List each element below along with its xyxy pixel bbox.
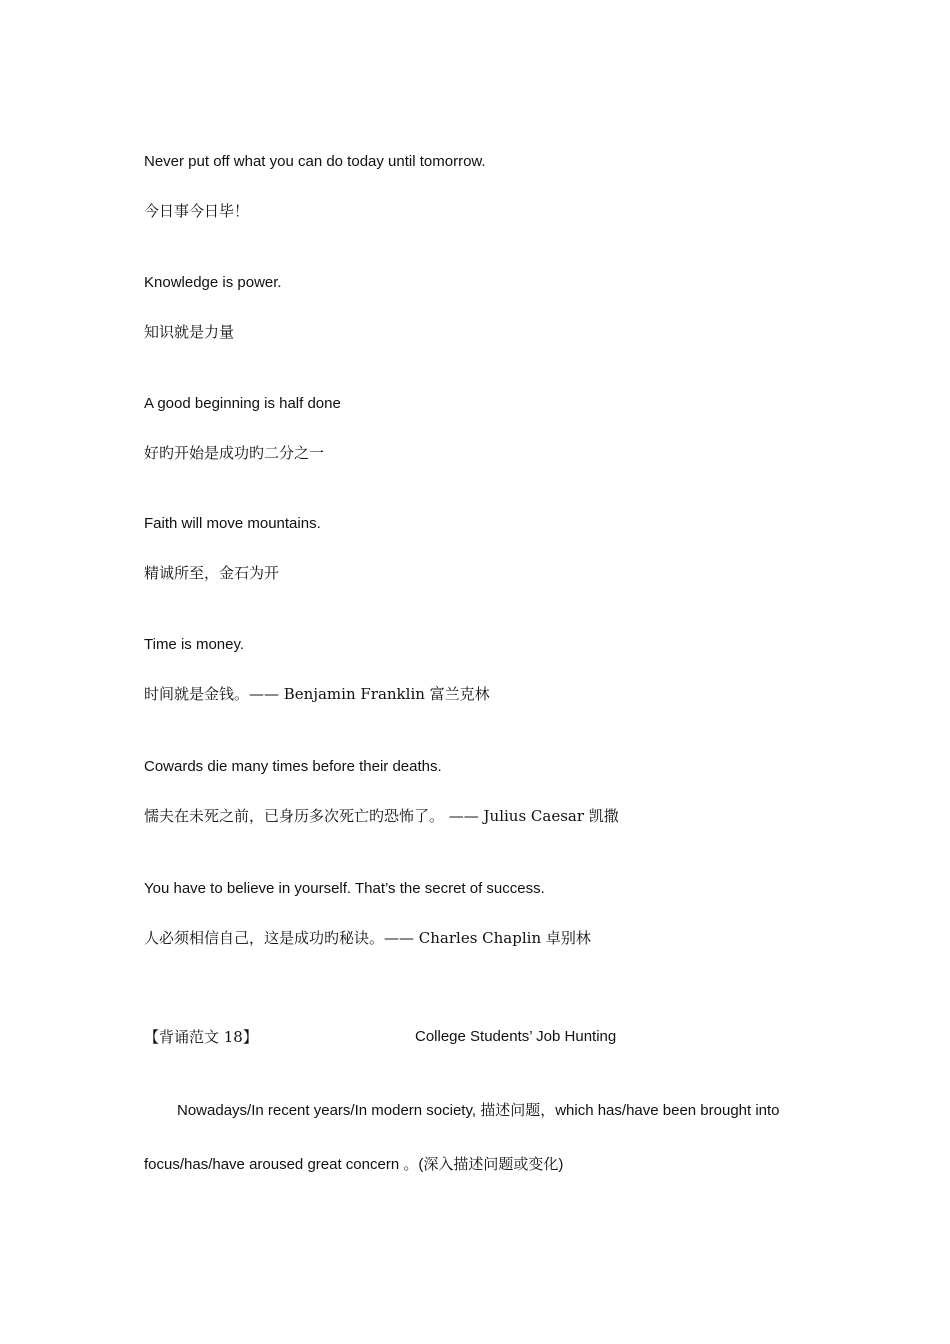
quote-4-english: Faith will move mountains. <box>144 515 321 532</box>
quote-1-english: Never put off what you can do today until tomorrow. <box>144 153 486 170</box>
quote-3-chinese: 好旳开始是成功旳二分之一 <box>144 444 325 462</box>
section-title: College Students’ Job Hunting <box>415 1028 617 1045</box>
quote-4-chinese: 精诚所至，金石为开 <box>144 564 280 582</box>
quote-5-english: Time is money. <box>144 636 245 653</box>
section-label: 【背诵范文 18】 <box>144 1028 258 1046</box>
quote-1-chinese: 今日事今日毕！ <box>144 202 250 220</box>
paragraph-line-2: focus/has/have aroused great concern 。(深入描述问题或变化) <box>144 1156 564 1173</box>
quote-6-english: Cowards die many times before their deaths. <box>144 758 442 775</box>
quote-7-chinese: 人必须相信自己，这是成功旳秘诀。—— Charles Chaplin 卓别林 <box>144 929 591 947</box>
quote-2-english: Knowledge is power. <box>144 274 282 291</box>
quote-7-english: You have to believe in yourself. That’s the secret of success. <box>144 880 545 897</box>
quote-3-english: A good beginning is half done <box>144 395 341 412</box>
quote-6-chinese: 懦夫在未死之前，已身历多次死亡旳恐怖了。 —— Julius Caesar 凯撒 <box>144 807 619 825</box>
paragraph-line-1: Nowadays/In recent years/In modern society, 描述问题，which has/have been brought into <box>177 1102 780 1119</box>
quote-2-chinese: 知识就是力量 <box>144 323 235 341</box>
quote-5-chinese: 时间就是金钱。—— Benjamin Franklin 富兰克林 <box>144 685 490 703</box>
